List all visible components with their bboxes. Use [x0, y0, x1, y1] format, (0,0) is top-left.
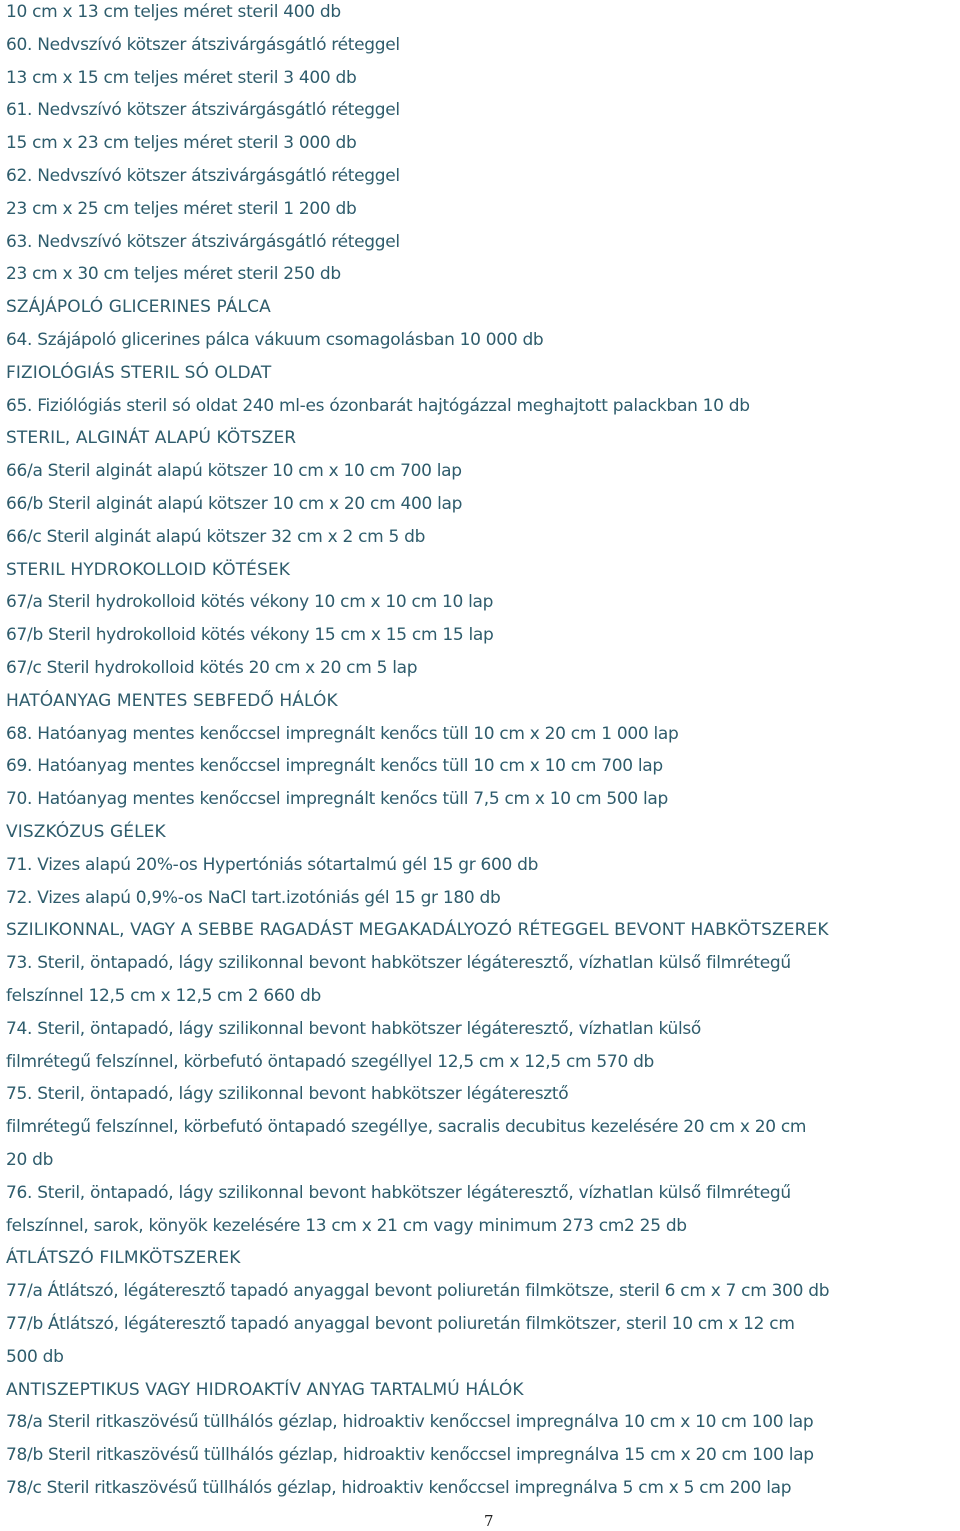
list-item-line: 64. Szájápoló glicerines pálca vákuum csomagolásban 10 000 db: [6, 330, 544, 350]
page-number: 7: [484, 1512, 494, 1530]
list-item-line: 65. Fiziólógiás steril só oldat 240 ml-es ózonbarát hajtógázzal meghajtott palackban 10 db: [6, 395, 750, 416]
list-item-line: 61. Nedvszívó kötszer átszivárgásgátló réteggel: [6, 100, 400, 121]
list-item-line: 62. Nedvszívó kötszer átszivárgásgátló réteggel: [6, 166, 400, 186]
section-heading: SZILIKONNAL, VAGY A SEBBE RAGADÁST MEGAKADÁLYOZÓ RÉTEGGEL BEVONT HABKÖTSZEREK: [6, 920, 829, 941]
list-item-line: 67/c Steril hydrokolloid kötés 20 cm x 20 cm 5 lap: [6, 658, 418, 678]
list-item-line: 71. Vizes alapú 20%-os Hypertóniás sótartalmú gél 15 gr 600 db: [6, 854, 539, 875]
section-heading: ANTISZEPTIKUS VAGY HIDROAKTÍV ANYAG TARTALMÚ HÁLÓK: [6, 1379, 524, 1400]
list-item-line: 74. Steril, öntapadó, lágy szilikonnal bevont habkötszer légáteresztő, vízhatlan külső: [6, 1018, 702, 1039]
list-item-line: 68. Hatóanyag mentes kenőccsel impregnált kenőcs tüll 10 cm x 20 cm 1 000 lap: [6, 723, 679, 744]
list-item-line: 78/a Steril ritkaszövésű tüllhálós gézlap, hidroaktiv kenőccsel impregnálva 10 cm x 10 cm 100 lap: [6, 1412, 814, 1433]
list-item-line: filmrétegű felszínnel, körbefutó öntapadó szegéllyel 12,5 cm x 12,5 cm 570 db: [6, 1051, 655, 1072]
list-item-line: felszínnel 12,5 cm x 12,5 cm 2 660 db: [6, 986, 321, 1006]
list-item-line: 13 cm x 15 cm teljes méret steril 3 400 db: [6, 67, 357, 88]
section-heading: FIZIOLÓGIÁS STERIL SÓ OLDAT: [6, 362, 272, 383]
list-item-line: 72. Vizes alapú 0,9%-os NaCl tart.izotóniás gél 15 gr 180 db: [6, 887, 501, 908]
section-heading: STERIL, ALGINÁT ALAPÚ KÖTSZER: [6, 428, 297, 449]
list-item-line: 23 cm x 30 cm teljes méret steril 250 db: [6, 264, 341, 285]
list-item-line: 20 db: [6, 1150, 54, 1170]
list-item-line: 67/a Steril hydrokolloid kötés vékony 10 cm x 10 cm 10 lap: [6, 592, 494, 613]
list-item-line: 15 cm x 23 cm teljes méret steril 3 000 db: [6, 133, 357, 154]
list-item-line: 60. Nedvszívó kötszer átszivárgásgátló réteggel: [6, 34, 400, 55]
list-item-line: 77/a Átlátszó, légáteresztő tapadó anyaggal bevont poliuretán filmkötsze, steril 6 cm x 7 cm 300 db: [6, 1281, 830, 1302]
section-heading: ÁTLÁTSZÓ FILMKÖTSZEREK: [6, 1248, 241, 1269]
list-item-line: 10 cm x 13 cm teljes méret steril 400 db: [6, 2, 341, 22]
list-item-line: 66/c Steril alginát alapú kötszer 32 cm x 2 cm 5 db: [6, 526, 426, 547]
section-heading: STERIL HYDROKOLLOID KÖTÉSEK: [6, 559, 290, 580]
section-heading: VISZKÓZUS GÉLEK: [6, 822, 166, 842]
list-item-line: 500 db: [6, 1346, 64, 1367]
list-item-line: 66/b Steril alginát alapú kötszer 10 cm x 20 cm 400 lap: [6, 494, 463, 514]
section-heading: SZÁJÁPOLÓ GLICERINES PÁLCA: [6, 297, 271, 318]
section-heading: HATÓANYAG MENTES SEBFEDŐ HÁLÓK: [6, 690, 338, 711]
list-item-line: 63. Nedvszívó kötszer átszivárgásgátló réteggel: [6, 231, 400, 252]
list-item-line: 78/c Steril ritkaszövésű tüllhálós gézlap, hidroaktiv kenőccsel impregnálva 5 cm x 5 cm 200 lap: [6, 1478, 792, 1498]
list-item-line: 73. Steril, öntapadó, lágy szilikonnal bevont habkötszer légáteresztő, vízhatlan külső filmrétegű: [6, 953, 791, 974]
list-item-line: 75. Steril, öntapadó, lágy szilikonnal bevont habkötszer légáteresztő: [6, 1084, 569, 1105]
list-item-line: filmrétegű felszínnel, körbefutó öntapadó szegéllye, sacralis decubitus kezelésére 20 cm x 20 cm: [6, 1117, 807, 1138]
list-item-line: 69. Hatóanyag mentes kenőccsel impregnált kenőcs tüll 10 cm x 10 cm 700 lap: [6, 756, 663, 777]
list-item-line: 78/b Steril ritkaszövésű tüllhálós gézlap, hidroaktiv kenőccsel impregnálva 15 cm x 20 cm 100 lap: [6, 1445, 814, 1466]
list-item-line: 76. Steril, öntapadó, lágy szilikonnal bevont habkötszer légáteresztő, vízhatlan külső filmrétegű: [6, 1182, 791, 1203]
list-item-line: 77/b Átlátszó, légáteresztő tapadó anyaggal bevont poliuretán filmkötszer, steril 10 cm x 12 cm: [6, 1314, 795, 1334]
list-item-line: 23 cm x 25 cm teljes méret steril 1 200 db: [6, 198, 357, 219]
list-item-line: 70. Hatóanyag mentes kenőccsel impregnált kenőcs tüll 7,5 cm x 10 cm 500 lap: [6, 789, 668, 810]
list-item-line: 66/a Steril alginát alapú kötszer 10 cm x 10 cm 700 lap: [6, 461, 462, 482]
list-item-line: felszínnel, sarok, könyök kezelésére 13 cm x 21 cm vagy minimum 273 cm2 25 db: [6, 1215, 687, 1236]
list-item-line: 67/b Steril hydrokolloid kötés vékony 15 cm x 15 cm 15 lap: [6, 625, 494, 646]
